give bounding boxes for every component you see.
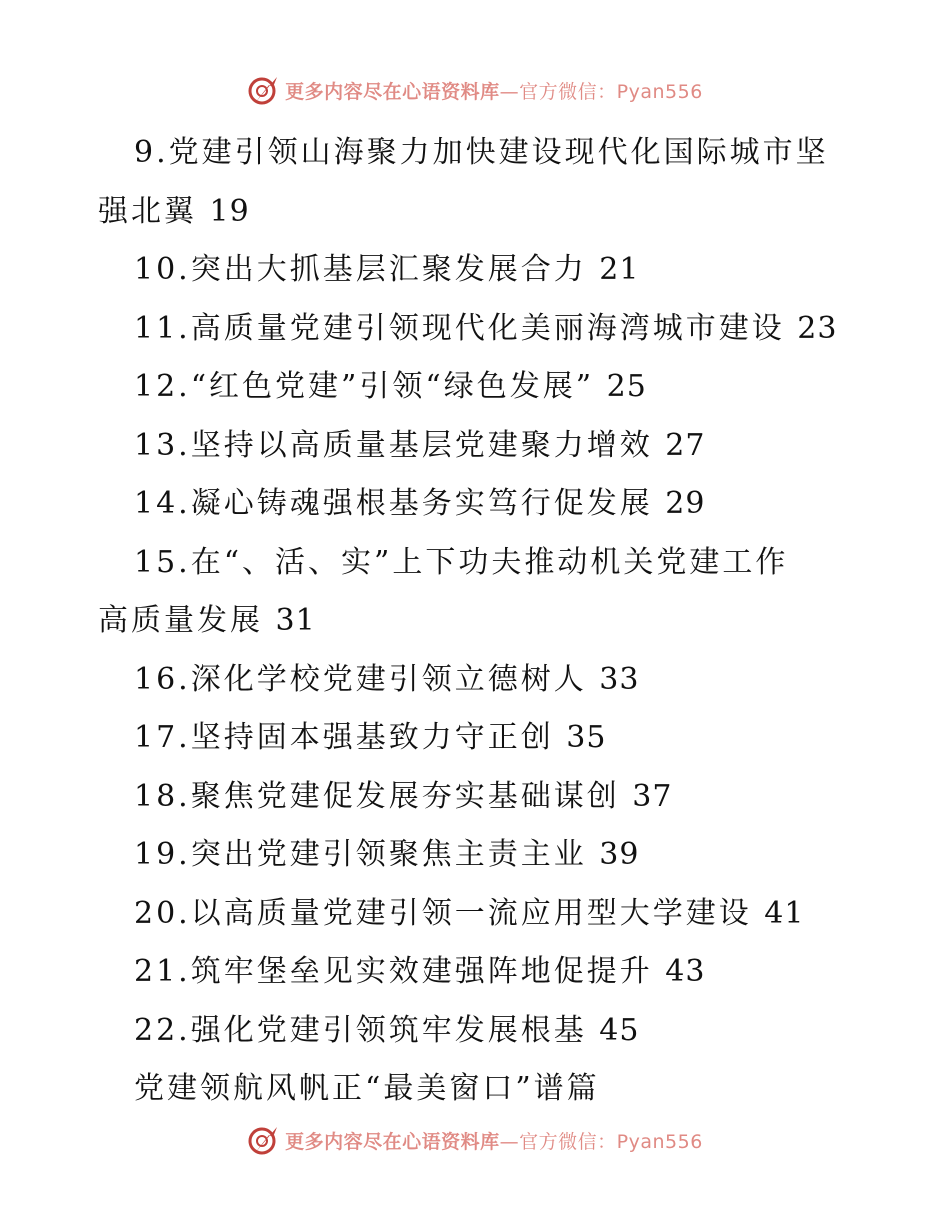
toc-entry [0,534,950,651]
toc-entry-page: 27 [665,427,706,463]
quill-logo-icon [247,1123,281,1157]
toc-entry-title: 22.强化党建引领筑牢发展根基 [134,1012,587,1048]
toc-entry-page: 23 [797,310,838,346]
toc-entry-title: 16.深化学校党建引领立德树人 [134,661,587,697]
watermark-contact: 官方微信：Pyan556 [519,80,703,103]
toc-entry-page: 45 [599,1012,640,1048]
toc-entry-title: 14.凝心铸魂强根基务实笃行促发展 [134,486,653,521]
toc-entry [0,358,950,417]
toc-entry-title: 21.筑牢堡垒见实效建强阵地促提升 [134,954,653,989]
toc-entry-title: 12.“红色党建”引领“绿色发展” [134,369,595,404]
toc-entry [0,885,950,944]
toc-entry [0,826,950,885]
toc-entry-title: 18.聚焦党建促发展夯实基础谋创 [134,778,620,814]
toc-entry-page: 39 [599,837,640,872]
toc-entry [0,1002,950,1061]
toc-entry-page: 19 [209,193,250,229]
watermark-brand: 更多内容尽在心语资料库 [285,1130,500,1153]
toc-entry-title: 9.党建引领山海聚力加快建设现代化国际城市坚 [134,135,829,170]
toc-entry-title: 10.突出大抓基层汇聚发展合力 [134,252,587,287]
table-of-contents [0,124,950,1119]
toc-entry-page: 25 [606,369,647,404]
footer-watermark [0,1122,950,1158]
toc-entry-page: 33 [599,661,640,697]
toc-entry-title: 11.高质量党建引领现代化美丽海湾城市建设 [134,310,785,346]
toc-entry-title: 15.在“、活、实”上下功夫推动机关党建工作 [134,544,789,580]
header-watermark [0,72,950,108]
toc-entry-page: 43 [665,954,706,989]
toc-entry [0,124,950,241]
toc-entry-title-cont: 高质量发展 [98,603,263,638]
toc-entry-title: 20.以高质量党建引领一流应用型大学建设 [134,895,752,931]
watermark-contact: 官方微信：Pyan556 [519,1130,703,1153]
watermark-brand: 更多内容尽在心语资料库 [285,80,500,103]
toc-entry-page: 35 [566,720,607,755]
toc-entry-title: 17.坚持固本强基致力守正创 [134,720,554,755]
toc-entry [0,651,950,710]
toc-entry-title-cont: 强北翼 [98,193,197,229]
toc-entry-page: 41 [764,895,805,931]
toc-entry-title: 党建领航风帆正“最美窗口”谱篇 [134,1071,600,1106]
toc-entry [0,709,950,768]
toc-entry-title: 19.突出党建引领聚焦主责主业 [134,837,587,872]
watermark-separator: — [499,80,520,103]
toc-entry [0,1060,950,1119]
toc-entry-page: 21 [599,252,640,287]
toc-entry-page: 29 [665,486,706,521]
toc-entry [0,300,950,359]
watermark-separator: — [499,1130,520,1153]
toc-entry-page: 37 [632,778,673,814]
quill-logo-icon [247,73,281,107]
toc-entry [0,417,950,476]
toc-entry [0,943,950,1002]
toc-entry [0,768,950,827]
toc-entry-page: 31 [275,603,316,638]
toc-entry [0,241,950,300]
toc-entry [0,475,950,534]
toc-entry-title: 13.坚持以高质量基层党建聚力增效 [134,427,653,463]
